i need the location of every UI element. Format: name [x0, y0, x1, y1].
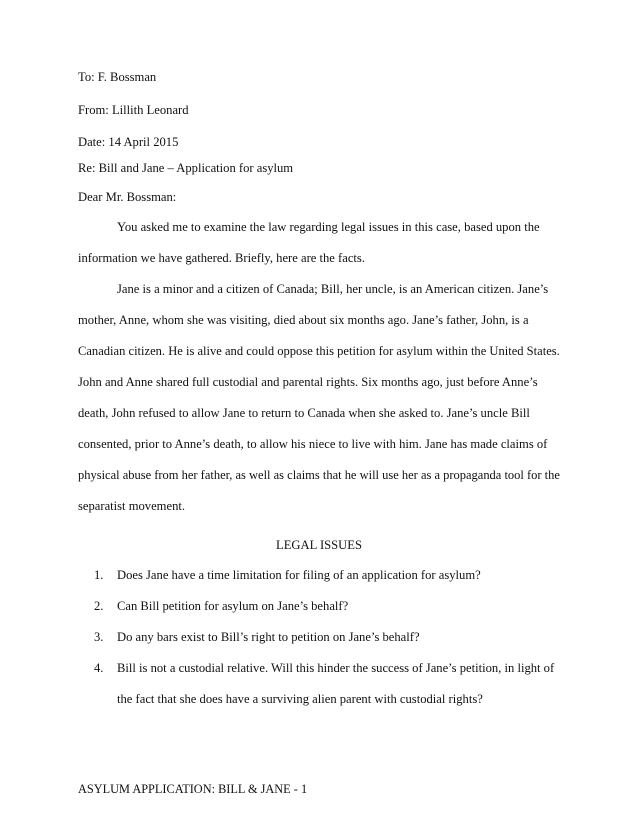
memo-re: Re: Bill and Jane – Application for asylum — [78, 161, 294, 175]
list-item: Can Bill petition for asylum on Jane’s behalf? — [117, 599, 349, 613]
memo-from: From: Lillith Leonard — [78, 103, 189, 117]
list-number: 2. — [94, 599, 104, 613]
memo-to: To: F. Bossman — [78, 70, 157, 84]
paragraph-line: information we have gathered. Briefly, here are the facts. — [78, 251, 365, 265]
paragraph-line: mother, Anne, whom she was visiting, died about six months ago. Jane’s father, John, is a — [78, 313, 529, 327]
paragraph-line: separatist movement. — [78, 499, 186, 513]
section-heading: LEGAL ISSUES — [276, 538, 362, 552]
list-number: 1. — [94, 568, 104, 582]
paragraph-line: Jane is a minor and a citizen of Canada; Bill, her uncle, is an American citizen. Jane’s — [117, 282, 549, 296]
paragraph-line: You asked me to examine the law regarding legal issues in this case, based upon the — [117, 220, 540, 234]
list-item-continuation: the fact that she does have a surviving alien parent with custodial rights? — [117, 692, 483, 706]
paragraph-line: Canadian citizen. He is alive and could oppose this petition for asylum within the United States. — [78, 344, 560, 358]
paragraph-line: John and Anne shared full custodial and parental rights. Six months ago, just before Anne’s — [78, 375, 538, 389]
list-item: Bill is not a custodial relative. Will this hinder the success of Jane’s petition, in light of — [117, 661, 555, 675]
salutation: Dear Mr. Bossman: — [78, 190, 177, 204]
paragraph-line: physical abuse from her father, as well as claims that he will use her as a propaganda tool for the — [78, 468, 560, 482]
paragraph-line: death, John refused to allow Jane to return to Canada when she asked to. Jane’s uncle Bill — [78, 406, 530, 420]
page-footer: ASYLUM APPLICATION: BILL & JANE - 1 — [78, 782, 308, 796]
list-number: 3. — [94, 630, 104, 644]
memo-date: Date: 14 April 2015 — [78, 135, 179, 149]
paragraph-line: consented, prior to Anne’s death, to allow his niece to live with him. Jane has made claims of — [78, 437, 548, 451]
list-number: 4. — [94, 661, 104, 675]
list-item: Do any bars exist to Bill’s right to petition on Jane’s behalf? — [117, 630, 420, 644]
list-item: Does Jane have a time limitation for filing of an application for asylum? — [117, 568, 481, 582]
